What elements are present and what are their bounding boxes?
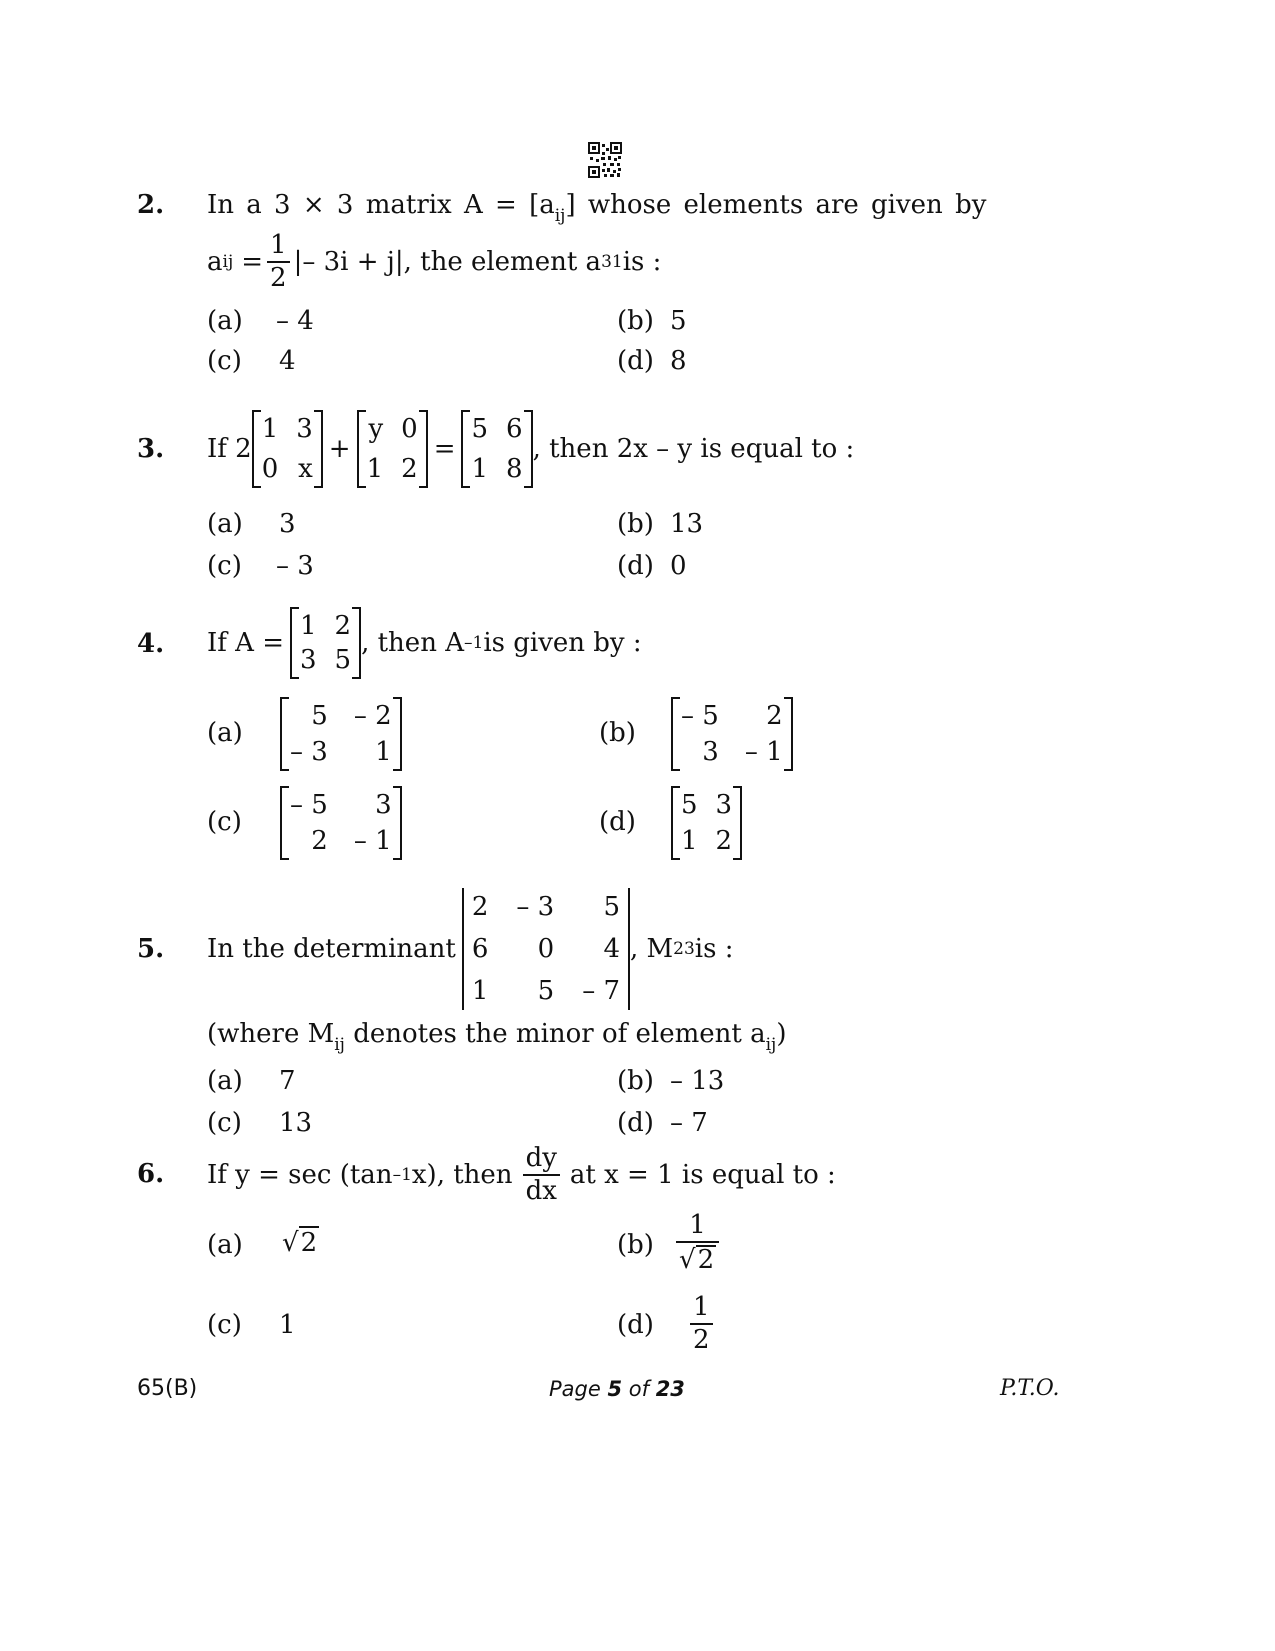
option-value: 3 [279, 509, 296, 539]
option-label: (c) [207, 1310, 242, 1340]
option-label: (b) [617, 306, 654, 336]
option-label: (d) [617, 551, 654, 581]
option-a-sqrt: √ 2 [282, 1228, 318, 1258]
question-2-line-2: a ij = $\frac{1}{2}$ |– 3i + j|, the element a 31 is : [207, 230, 662, 294]
fraction-one-half: $\frac{1}{2}$ [267, 232, 290, 293]
option-value: 8 [670, 346, 687, 376]
option-value: 0 [670, 551, 687, 581]
option-value: – 13 [670, 1066, 725, 1096]
option-value: – 4 [276, 306, 314, 336]
option-b-matrix: – 5 2 3 – 1 [671, 697, 793, 771]
qr-code-icon [588, 142, 622, 178]
option-label: (c) [207, 346, 242, 376]
option-label: (b) [599, 718, 636, 748]
option-value: 1 [279, 1310, 296, 1340]
question-3-statement: If 2 1 3 0 x + y 0 1 2 = 5 6 1 8 , then 2x – y is equal to : [207, 404, 854, 494]
option-label: (a) [207, 1066, 243, 1096]
option-label: (c) [207, 807, 242, 837]
option-label: (c) [207, 1108, 242, 1138]
please-turn-over: P.T.O. [1000, 1376, 1060, 1401]
option-value: – 3 [276, 551, 314, 581]
option-label: (d) [617, 1310, 654, 1340]
question-5-number: 5. [137, 934, 165, 964]
question-4-statement: If A = 1 2 3 5 , then A –1 is given by : [207, 604, 642, 682]
question-3-number: 3. [137, 434, 165, 464]
option-b-fraction: 1 √ 2 [672, 1212, 723, 1275]
option-value: 7 [279, 1066, 296, 1096]
matrix-2: y 0 1 2 [357, 410, 428, 488]
option-value: 13 [279, 1108, 313, 1138]
determinant: 2 – 3 5 6 0 4 1 5 – 7 [462, 888, 630, 1010]
page-number: Page 5 of 23 [549, 1377, 685, 1401]
option-value: 13 [670, 509, 704, 539]
option-d-fraction: $\frac{1}{2}$ [686, 1294, 717, 1355]
option-label: (a) [207, 1230, 243, 1260]
option-label: (a) [207, 306, 243, 336]
option-label: (a) [207, 718, 243, 748]
paper-code: 65(B) [137, 1376, 198, 1401]
question-2-line-1: In a 3 × 3 matrix $A = [a_{ij}]$ whose elements are given by [207, 190, 987, 226]
option-a-matrix: 5 – 2 – 3 1 [280, 697, 402, 771]
option-label: (b) [617, 1230, 654, 1260]
option-c-matrix: – 5 3 2 – 1 [280, 786, 402, 860]
question-5-statement: In the determinant 2 – 3 5 6 0 4 1 5 – 7 , M 23 is : [207, 890, 733, 1008]
option-label: (d) [617, 1108, 654, 1138]
matrix-3: 5 6 1 8 [461, 410, 532, 488]
option-label: (a) [207, 509, 243, 539]
question-6-statement: If y = sec (tan –1 x), then $\frac{dy}{dx}$ at x = 1 is equal to : [207, 1142, 836, 1206]
option-d-matrix: 5 3 1 2 [671, 786, 742, 860]
option-label: (d) [617, 346, 654, 376]
question-6-number: 6. [137, 1159, 165, 1189]
option-label: (d) [599, 807, 636, 837]
option-value: 4 [279, 346, 296, 376]
fraction-dy-dx: $\frac{dy}{dx}$ [523, 1145, 560, 1206]
matrix-1: 1 3 0 x [252, 410, 323, 488]
option-label: (c) [207, 551, 242, 581]
question-4-number: 4. [137, 629, 165, 659]
question-5-note: (where $M_{ij}$ denotes the minor of element $a_{ij}$) [207, 1019, 787, 1055]
question-2-number: 2. [137, 190, 165, 220]
option-value: 5 [670, 306, 687, 336]
option-value: – 7 [670, 1108, 708, 1138]
option-label: (b) [617, 1066, 654, 1096]
option-label: (b) [617, 509, 654, 539]
matrix-a: 1 2 3 5 [290, 607, 361, 679]
